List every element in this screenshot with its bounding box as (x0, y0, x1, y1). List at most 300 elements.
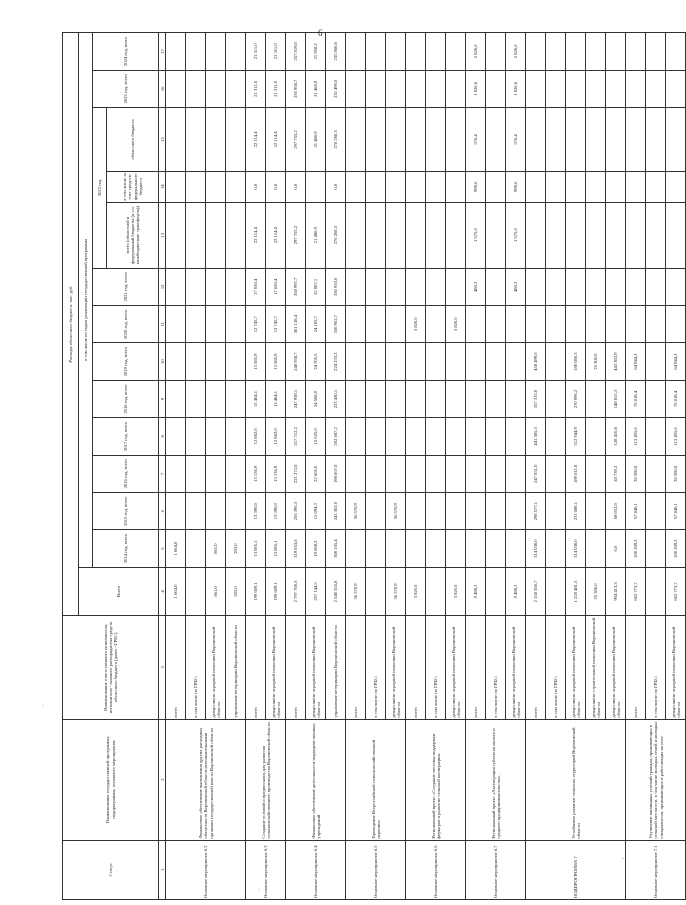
row-value: 602 773,7 (666, 567, 686, 615)
row-value: 3 826,6 (446, 306, 466, 343)
column-index: 2 (159, 719, 166, 840)
row-value: 221 272,0 (286, 455, 306, 492)
row-value (586, 380, 606, 417)
row-value (506, 492, 526, 529)
row-value (426, 202, 446, 268)
row-value (346, 418, 366, 455)
header-2022-total: всего (областной и федеральный бюджеты (в т.ч. межбюджетные трансферты)) (107, 202, 159, 268)
row-value (626, 70, 646, 107)
row-value (486, 343, 506, 380)
row-value: 297 755,2 (286, 202, 306, 268)
row-value (506, 530, 526, 567)
row-value (226, 343, 246, 380)
row-value (526, 306, 546, 343)
row-value (546, 530, 566, 567)
row-program-name: Устойчивое развитие сельских территорий Воронежской области (526, 719, 626, 840)
row-value (646, 492, 666, 529)
row-value: 576,4 (506, 108, 526, 172)
header-year-2014: 2014 год, всего (93, 530, 159, 567)
row-value (546, 567, 566, 615)
row-value (426, 33, 446, 71)
row-value: 203,0 (226, 530, 246, 567)
header-status: Статус (63, 840, 159, 899)
row-value (606, 171, 626, 202)
row-value (486, 108, 506, 172)
row-value (346, 380, 366, 417)
row-value (506, 343, 526, 380)
row-value (466, 530, 486, 567)
row-value (406, 455, 426, 492)
row-value: 100 209,2 (666, 530, 686, 567)
row-value (486, 70, 506, 107)
row-value (426, 567, 446, 615)
row-value: 1 575,0 (506, 202, 526, 268)
row-status: Основное мероприятие 6.5 (346, 840, 406, 899)
row-value: 21 311,0 (266, 70, 286, 107)
row-value (406, 343, 426, 380)
row-status: Основное мероприятие 6.7 (466, 840, 526, 899)
row-program-name: Проведение Всероссийской сельскохозяйственной переписи (346, 719, 406, 840)
row-value: 68 052,0 (606, 492, 626, 529)
row-value (186, 268, 206, 305)
row-value (446, 418, 466, 455)
table-row (626, 33, 646, 900)
row-value (226, 380, 246, 417)
row-program-name: Финансовое обеспечение деятельности подведомственных учреждений (286, 719, 346, 840)
row-value (226, 70, 246, 107)
row-value (386, 455, 406, 492)
column-index: 12 (159, 268, 166, 305)
header-2022-fed-label: федерального бюджета (132, 173, 143, 201)
header-year-2024: 2024 год, всего (93, 33, 159, 71)
row-value (486, 33, 506, 71)
row-value (506, 418, 526, 455)
row-value: 21 311,0 (246, 33, 266, 71)
row-value: 9 498,2 (466, 567, 486, 615)
row-value (666, 268, 686, 305)
row-executor: всего (466, 616, 486, 719)
row-value (466, 380, 486, 417)
column-index: 5 (159, 530, 166, 567)
row-value: 57 846,1 (626, 492, 646, 529)
row-value: 22 605,0 (306, 455, 326, 492)
column-index: 8 (159, 418, 166, 455)
row-value: 247 938,1 (286, 380, 306, 417)
row-value (486, 171, 506, 202)
row-value (606, 306, 626, 343)
row-value: 203,0 (226, 567, 246, 615)
row-value: 336 952,7 (326, 306, 346, 343)
row-value (346, 306, 366, 343)
row-value (386, 343, 406, 380)
row-value (626, 33, 646, 71)
row-value: 217 712,2 (286, 418, 306, 455)
row-value: 202 687,2 (326, 418, 346, 455)
row-value (466, 455, 486, 492)
header-executor: Наименование ответственного исполнителя, исполнителя - главного распорядителя средств областного бюджета (далее - ГРБС) (63, 616, 159, 719)
column-index: 3 (159, 616, 166, 719)
row-status: Основное мероприятие 6.6 (406, 840, 466, 899)
row-value: 15 025,0 (306, 418, 326, 455)
row-executor: всего (526, 616, 546, 719)
row-value: 300 165,4 (326, 530, 346, 567)
row-value: 257 819,0 (286, 33, 306, 71)
row-value (506, 306, 526, 343)
row-value (486, 202, 506, 268)
row-value: 12 745,7 (266, 306, 286, 343)
row-value (186, 418, 206, 455)
row-value (586, 455, 606, 492)
header-year-2019: 2019 год, всего (93, 343, 159, 380)
row-value (446, 343, 466, 380)
row-value: 576,4 (466, 108, 486, 172)
table-row (406, 33, 426, 900)
row-value (446, 268, 466, 305)
row-value (566, 202, 586, 268)
row-value (586, 306, 606, 343)
row-value (206, 343, 226, 380)
row-value (366, 108, 386, 172)
row-value (226, 33, 246, 71)
row-value (186, 343, 206, 380)
row-value: 1 826,6 (506, 70, 526, 107)
row-value: 36 570,9 (346, 492, 366, 529)
row-executor: департамент аграрной политики Воронежской области (446, 616, 466, 719)
row-value: 2 540 555,8 (326, 567, 346, 615)
row-value: 0,0 (246, 171, 266, 202)
row-value (526, 33, 546, 71)
row-value (366, 306, 386, 343)
row-value (386, 33, 406, 71)
row-executor: департамент аграрной политики Воронежской области (386, 616, 406, 719)
row-value (646, 418, 666, 455)
row-value (206, 171, 226, 202)
row-executor: департамент аграрной политики Воронежской области (666, 616, 686, 719)
row-value (226, 171, 246, 202)
row-value (646, 455, 666, 492)
header-year-2015: 2015 год, всего (93, 492, 159, 529)
row-value (186, 108, 206, 172)
row-value: 13 464,1 (266, 380, 286, 417)
row-value: 248 938,7 (286, 343, 306, 380)
row-value (486, 567, 506, 615)
row-value: 21 486,9 (306, 202, 326, 268)
row-value: 3 826,6 (406, 567, 426, 615)
row-value: 0,0 (326, 171, 346, 202)
row-value: 357 315,0 (526, 380, 546, 417)
row-value (166, 33, 186, 71)
column-index: 15 (159, 108, 166, 172)
margin-mark: . (42, 700, 44, 708)
row-value: 13 390,0 (246, 492, 266, 529)
row-value (426, 418, 446, 455)
row-value (586, 492, 606, 529)
row-value (426, 492, 446, 529)
row-value (566, 171, 586, 202)
row-value (366, 202, 386, 268)
row-value (446, 171, 466, 202)
row-value (166, 70, 186, 107)
row-value: 12 882,0 (266, 418, 286, 455)
header-2022-regional: областного бюджета (107, 108, 159, 172)
row-value: 256 958,7 (286, 70, 306, 107)
row-value: 5 826,6 (506, 33, 526, 71)
row-value: 13 085,1 (266, 530, 286, 567)
row-value: 13 136,9 (246, 455, 266, 492)
row-value (546, 380, 566, 417)
row-value (586, 108, 606, 172)
row-value (366, 33, 386, 71)
row-value: 128 410,8 (606, 418, 626, 455)
row-status: ПОДПРОГРАММА 7 (526, 840, 626, 899)
row-value (586, 418, 606, 455)
row-value (646, 567, 666, 615)
row-value: 1 826,6 (466, 70, 486, 107)
row-value: 3 826,6 (406, 306, 426, 343)
row-executor: в том числе по ГРБС: (186, 616, 206, 719)
row-value (566, 108, 586, 172)
row-value: 441 305,3 (526, 418, 546, 455)
row-value (666, 108, 686, 172)
row-value: 24 185,7 (306, 306, 326, 343)
row-value (186, 380, 206, 417)
row-value (666, 306, 686, 343)
row-value (486, 530, 506, 567)
column-index: 11 (159, 306, 166, 343)
row-value (186, 70, 206, 107)
margin-mark: . (258, 884, 260, 892)
column-index: 13 (159, 202, 166, 268)
row-value: 235 490,0 (326, 70, 346, 107)
column-index: 16 (159, 70, 166, 107)
row-program-name: Создание условий и предпосылок для развития сельскохозяйственного производства Воронежской области (246, 719, 286, 840)
row-value: 22 114,4 (266, 108, 286, 172)
row-executor: департамент аграрной политики Воронежской области (606, 616, 626, 719)
row-value: 480,2 (466, 268, 486, 305)
row-value: 13 390,0 (266, 492, 286, 529)
row-value: 100 209,2 (626, 530, 646, 567)
row-value: 13 585,9 (266, 343, 286, 380)
row-value: 180 086,3 (566, 343, 586, 380)
row-program-name: Финансовое обеспечение выполнения других расходных обязательств Воронежской области исполнительными органами государственной власти Воронежской области (166, 719, 246, 840)
row-value: 224 233,2 (326, 343, 346, 380)
row-value (226, 492, 246, 529)
header-2022-federal (107, 171, 159, 202)
row-value: 298 577,1 (526, 492, 546, 529)
header-2022-incl: в том числе за счет средств: (121, 172, 133, 201)
row-value (386, 418, 406, 455)
row-executor: департамент аграрной политики Воронежской области (206, 616, 226, 719)
row-value: 247 051,0 (526, 455, 546, 492)
row-value (186, 492, 206, 529)
row-value (506, 455, 526, 492)
row-value (606, 33, 626, 71)
row-value (586, 268, 606, 305)
row-value (186, 567, 206, 615)
row-executor: всего (406, 616, 426, 719)
row-value (206, 202, 226, 268)
row-executor: в том числе по ГРБС: (646, 616, 666, 719)
row-value (166, 108, 186, 172)
row-value: 480,2 (506, 268, 526, 305)
row-value: 1 575,0 (466, 202, 486, 268)
row-value (406, 171, 426, 202)
row-value (526, 171, 546, 202)
row-value (486, 306, 506, 343)
row-value: 21 486,9 (306, 108, 326, 172)
row-value: 904 413,3 (606, 567, 626, 615)
table-body (159, 33, 686, 900)
row-value (366, 343, 386, 380)
row-value (546, 268, 566, 305)
row-value (426, 530, 446, 567)
row-value (546, 343, 566, 380)
row-value: 241 302,0 (326, 492, 346, 529)
row-value: 76 018,4 (626, 380, 646, 417)
row-value (366, 530, 386, 567)
header-in-years: в том числе по годам реализации государственной программы (79, 33, 93, 568)
row-value (466, 343, 486, 380)
row-value: 113 455,6 (666, 418, 686, 455)
row-value: 25 300,0 (586, 567, 606, 615)
row-value (386, 108, 406, 172)
row-value: 113 455,6 (626, 418, 646, 455)
budget-table (62, 32, 686, 900)
row-value: 199 609,1 (266, 567, 286, 615)
row-value (366, 70, 386, 107)
header-program-name: Наименование государственной программы, подпрограммы, основного мероприятия (63, 719, 159, 840)
row-value (426, 455, 446, 492)
page-number: 6 (318, 28, 323, 38)
row-value: 12 882,0 (246, 418, 266, 455)
row-value (346, 268, 366, 305)
row-value (486, 455, 506, 492)
row-value (366, 418, 386, 455)
column-index: 4 (159, 567, 166, 615)
row-value (406, 108, 426, 172)
row-value (346, 33, 366, 71)
header-year-2017: 2017 год, всего (93, 418, 159, 455)
table-row (246, 33, 266, 900)
row-value (166, 492, 186, 529)
row-value (166, 306, 186, 343)
row-program-name: Улучшение жилищных условий граждан, проживающих в сельской местности, в том числе молодых семей и молодых специалистов, проживающих и работающих на селе (626, 719, 686, 840)
row-value (526, 268, 546, 305)
row-value (366, 268, 386, 305)
row-value (386, 171, 406, 202)
row-value (666, 171, 686, 202)
column-index-row (159, 33, 166, 900)
row-value: 36 570,9 (386, 567, 406, 615)
row-value (306, 171, 326, 202)
row-executor: всего (246, 616, 266, 719)
row-value (646, 202, 666, 268)
header-year-2021: 2021 год, всего (93, 268, 159, 305)
row-value (546, 70, 566, 107)
row-value (446, 108, 466, 172)
row-value: 22 114,4 (246, 108, 266, 172)
row-value (466, 492, 486, 529)
row-value (206, 33, 226, 71)
row-status: Основное мероприятие 7.1 (626, 840, 686, 899)
row-value: 861,0 (206, 530, 226, 567)
row-value (366, 492, 386, 529)
row-value (426, 268, 446, 305)
row-value: 998,6 (506, 171, 526, 202)
row-value: 0,0 (606, 530, 626, 567)
row-value (606, 202, 626, 268)
row-value: 30 580,0 (626, 455, 646, 492)
row-value (386, 380, 406, 417)
row-value (366, 171, 386, 202)
row-executor: департамент аграрной политики Воронежской области (566, 616, 586, 719)
row-value: 22 114,4 (266, 202, 286, 268)
table-row (286, 33, 306, 900)
row-value: 2 158 350,7 (526, 567, 546, 615)
row-value (446, 380, 466, 417)
row-value (386, 70, 406, 107)
row-value (206, 418, 226, 455)
row-value: 361 138,4 (286, 306, 306, 343)
row-value (546, 202, 566, 268)
row-value: 0,0 (266, 171, 286, 202)
row-status: Основное мероприятие 6.4 (286, 840, 346, 899)
row-value: 198 667,0 (326, 455, 346, 492)
row-value (366, 455, 386, 492)
row-value (626, 108, 646, 172)
row-value: 861,0 (206, 567, 226, 615)
row-value (406, 380, 426, 417)
row-value: 223 430,1 (326, 380, 346, 417)
row-value: 235 860,8 (326, 33, 346, 71)
row-value (206, 492, 226, 529)
row-value (446, 33, 466, 71)
row-value (526, 202, 546, 268)
row-value (346, 171, 366, 202)
row-value: 276 268,3 (326, 202, 346, 268)
row-status: Основное мероприятие 6.3 (246, 840, 286, 899)
row-value (206, 70, 226, 107)
row-value (426, 70, 446, 107)
row-value (186, 455, 206, 492)
row-value (206, 380, 226, 417)
row-value: 319 853,6 (286, 530, 306, 567)
row-value (546, 492, 566, 529)
column-index: 7 (159, 455, 166, 492)
row-value: 21 311,0 (266, 33, 286, 71)
row-value (446, 70, 466, 107)
row-value: 13 085,1 (246, 530, 266, 567)
row-value (646, 530, 666, 567)
row-value: 270 096,2 (566, 380, 586, 417)
row-value (446, 492, 466, 529)
row-value (586, 202, 606, 268)
row-value (406, 202, 426, 268)
row-value (646, 33, 666, 71)
row-value (206, 306, 226, 343)
row-value: 64 944,3 (626, 343, 646, 380)
row-value (446, 202, 466, 268)
row-executor: департамент аграрной политики Воронежской области (306, 616, 326, 719)
header-expenses: Расходы областного бюджета, тыс. руб. (63, 33, 79, 616)
row-value (586, 33, 606, 71)
row-value (606, 268, 626, 305)
row-value (566, 33, 586, 71)
row-value: 314 030,0 (566, 530, 586, 567)
row-executor: в том числе по ГРБС: (546, 616, 566, 719)
row-executor: управление ветеринарии Воронежской области (226, 616, 246, 719)
row-value: 3 826,6 (446, 567, 466, 615)
